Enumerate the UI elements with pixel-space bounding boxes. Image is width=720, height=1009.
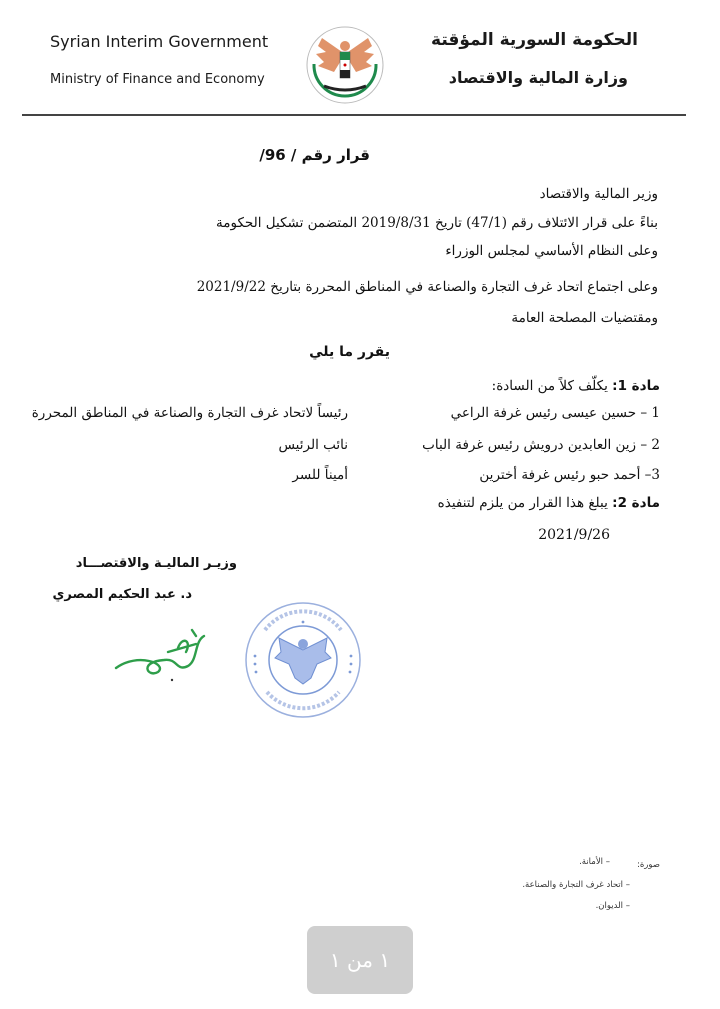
article-1 xyxy=(492,378,660,394)
decides-heading: يقرر ما يلي xyxy=(309,344,390,360)
member-entry: 3– أحمد حبو رئيس غرفة أخترين xyxy=(479,467,660,483)
preamble-line: بناءً على قرار الائتلاف رقم (47/1) تاريخ 2019/8/31 المتضمن تشكيل الحكومة xyxy=(216,215,658,231)
signatory-title: وزيـر الماليـة والاقتصـــاد xyxy=(75,556,237,571)
copy-recipient: – اتحاد غرف التجارة والصناعة. xyxy=(522,880,630,890)
member-entry: 2 – زين العابدين درويش رئيس غرفة الباب xyxy=(422,437,660,453)
copy-recipient: – الديوان. xyxy=(595,901,630,911)
header-arabic-government: الحكومة السورية المؤقتة xyxy=(431,30,638,50)
header-divider xyxy=(22,114,686,116)
header-english-ministry: Ministry of Finance and Economy xyxy=(50,72,265,87)
article-2-text: يبلغ هذا القرار من يلزم لتنفيذه xyxy=(437,495,608,511)
decree-number: قرار رقم / 96/ xyxy=(259,146,370,164)
preamble-line: وزير المالية والاقتصاد xyxy=(539,186,658,202)
article-2 xyxy=(438,495,660,511)
decree-date: 2021/9/26 xyxy=(538,527,610,543)
page-indicator-text: ١ من ١ xyxy=(329,948,391,972)
handwritten-signature xyxy=(108,622,218,682)
eagle-emblem-icon xyxy=(304,24,386,106)
official-stamp xyxy=(243,600,363,720)
preamble-line: ومقتضيات المصلحة العامة xyxy=(511,310,658,326)
member-role: أميناً للسر xyxy=(292,467,348,483)
member-entry: 1 – حسين عيسى رئيس غرفة الراعي xyxy=(450,405,660,421)
member-role: رئيساً لاتحاد غرف التجارة والصناعة في المناطق المحررة xyxy=(31,405,348,421)
article-1-text: يكلّف كلاً من السادة: xyxy=(491,378,608,394)
header-arabic-ministry: وزارة المالية والاقتصاد xyxy=(448,68,628,87)
header-english-government: Syrian Interim Government xyxy=(50,32,269,51)
article-1-label: مادة 1: xyxy=(612,378,660,394)
preamble-line: وعلى اجتماع اتحاد غرف التجارة والصناعة في المناطق المحررة بتاريخ 2021/9/22 xyxy=(196,279,658,295)
copy-recipient: – الأمانة. xyxy=(579,857,610,867)
member-role: نائب الرئيس xyxy=(278,437,348,453)
copies-label: صورة: xyxy=(636,860,660,870)
preamble-line: وعلى النظام الأساسي لمجلس الوزراء xyxy=(445,243,658,259)
signatory-name: د. عبد الحكيم المصري xyxy=(52,587,192,602)
article-2-label: مادة 2: xyxy=(612,495,660,511)
page-indicator[interactable] xyxy=(307,926,413,994)
